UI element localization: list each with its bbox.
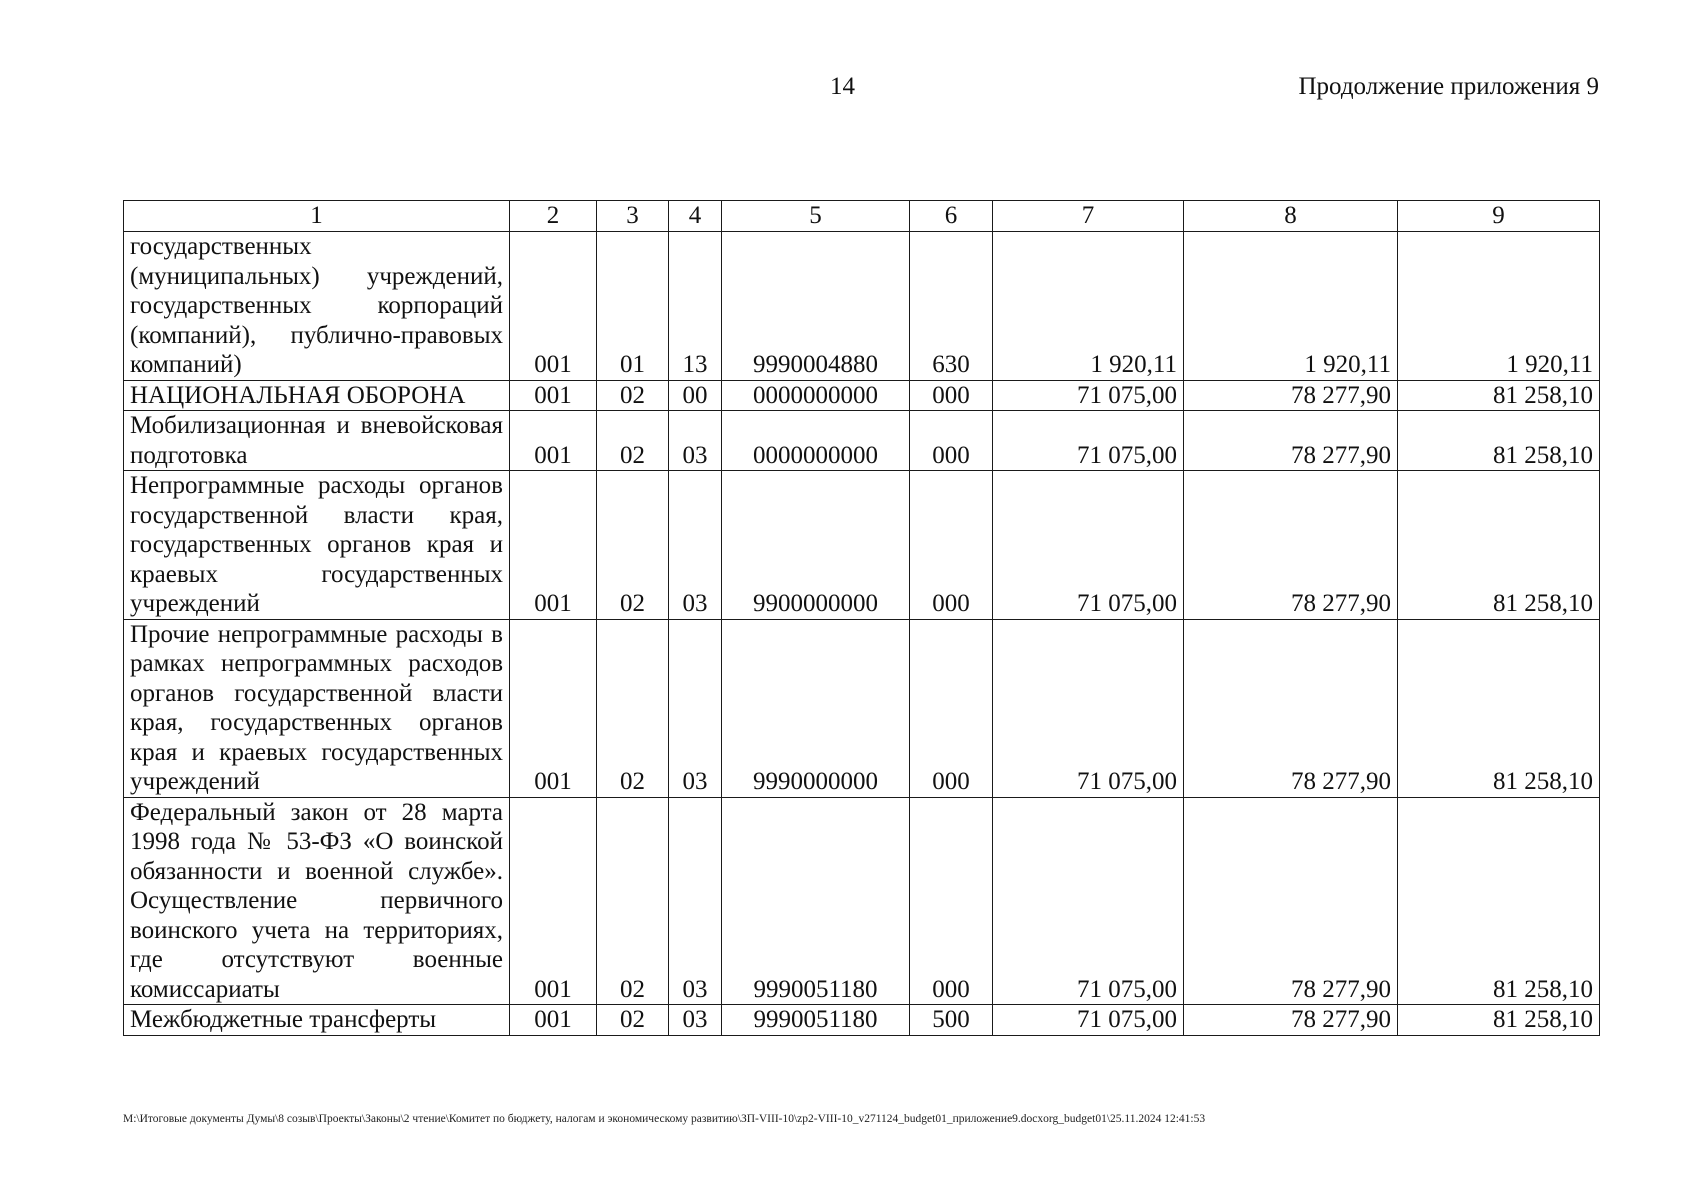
ministry-code-cell: 001: [510, 471, 597, 620]
expense-name-cell: [124, 411, 510, 471]
amount-year-3-cell: 81 258,10: [1398, 471, 1600, 620]
expense-type-cell: 630: [910, 232, 993, 381]
table-row: [124, 380, 1600, 411]
expense-name-cell: [124, 232, 510, 381]
amount-year-2-cell: 78 277,90: [1184, 380, 1398, 411]
expense-type-cell: 000: [910, 471, 993, 620]
amount-year-3-cell: 81 258,10: [1398, 619, 1600, 797]
section-code-cell: 02: [597, 1005, 669, 1036]
subsection-code-cell: 00: [669, 380, 722, 411]
amount-year-1-cell: 71 075,00: [993, 619, 1184, 797]
section-code-cell: 02: [597, 380, 669, 411]
expense-type-cell: 000: [910, 619, 993, 797]
expense-name: государственных (муниципальных) учреждений, государственных корпораций (компаний), публично-правовых компаний): [130, 233, 503, 378]
expense-name-cell: [124, 380, 510, 411]
amount-year-1-cell: 71 075,00: [993, 797, 1184, 1005]
expense-name: Непрограммные расходы органов государственной власти края, государственных органов края и краевых государственных учреждений: [130, 472, 503, 617]
target-article-cell: 9990004880: [722, 232, 910, 381]
expense-type-cell: 000: [910, 797, 993, 1005]
target-article-cell: 9990000000: [722, 619, 910, 797]
column-header: 4: [669, 201, 722, 232]
ministry-code-cell: 001: [510, 380, 597, 411]
page-number: 14: [830, 73, 855, 100]
expense-name-cell: [124, 1005, 510, 1036]
amount-year-3-cell: 1 920,11: [1398, 232, 1600, 381]
document-file-path: M:\Итоговые документы Думы\8 созыв\Проекты\Законы\2 чтение\Комитет по бюджету, налогам и экономическому развитию\ЗП-VIII-10\zp2-VIII-10_v271124_budget01_приложение9.docxorg_budget01\25.11.2024 12:41:53: [123, 1113, 1206, 1125]
amount-year-2-cell: 78 277,90: [1184, 471, 1398, 620]
amount-year-3-cell: 81 258,10: [1398, 411, 1600, 471]
section-code-cell: 01: [597, 232, 669, 381]
ministry-code-cell: 001: [510, 411, 597, 471]
subsection-code-cell: 03: [669, 619, 722, 797]
table-row: [124, 797, 1600, 1005]
expense-name-cell: [124, 471, 510, 620]
column-header: 8: [1184, 201, 1398, 232]
section-code-cell: 02: [597, 797, 669, 1005]
ministry-code-cell: 001: [510, 1005, 597, 1036]
column-header: 9: [1398, 201, 1600, 232]
table-row: [124, 411, 1600, 471]
amount-year-2-cell: 78 277,90: [1184, 1005, 1398, 1036]
expense-type-cell: 000: [910, 380, 993, 411]
amount-year-2-cell: 78 277,90: [1184, 619, 1398, 797]
target-article-cell: 9990051180: [722, 797, 910, 1005]
target-article-cell: 9900000000: [722, 471, 910, 620]
amount-year-3-cell: 81 258,10: [1398, 380, 1600, 411]
column-header: 1: [124, 201, 510, 232]
column-header: 5: [722, 201, 910, 232]
ministry-code-cell: 001: [510, 797, 597, 1005]
amount-year-1-cell: 71 075,00: [993, 1005, 1184, 1036]
table-row: [124, 619, 1600, 797]
table-row: [124, 232, 1600, 381]
expense-type-cell: 000: [910, 411, 993, 471]
target-article-cell: 0000000000: [722, 380, 910, 411]
expense-name-cell: [124, 619, 510, 797]
amount-year-1-cell: 71 075,00: [993, 471, 1184, 620]
subsection-code-cell: 03: [669, 1005, 722, 1036]
column-header: 3: [597, 201, 669, 232]
section-code-cell: 02: [597, 411, 669, 471]
amount-year-2-cell: 1 920,11: [1184, 232, 1398, 381]
subsection-code-cell: 03: [669, 797, 722, 1005]
section-code-cell: 02: [597, 471, 669, 620]
table-row: [124, 471, 1600, 620]
column-header: 7: [993, 201, 1184, 232]
amount-year-3-cell: 81 258,10: [1398, 797, 1600, 1005]
expense-name: Прочие непрограммные расходы в рамках непрограммных расходов органов государственной власти края, государственных органов края и краевых государственных учреждений: [130, 620, 503, 795]
expense-name: Мобилизационная и вневойсковая подготовка: [130, 412, 503, 469]
amount-year-2-cell: 78 277,90: [1184, 797, 1398, 1005]
ministry-code-cell: 001: [510, 232, 597, 381]
expense-type-cell: 500: [910, 1005, 993, 1036]
column-header: 6: [910, 201, 993, 232]
ministry-code-cell: 001: [510, 619, 597, 797]
amount-year-2-cell: 78 277,90: [1184, 411, 1398, 471]
table-row: [124, 1005, 1600, 1036]
subsection-code-cell: 13: [669, 232, 722, 381]
expense-name: Межбюджетные трансферты: [130, 1006, 437, 1033]
target-article-cell: 0000000000: [722, 411, 910, 471]
expense-name: НАЦИОНАЛЬНАЯ ОБОРОНА: [130, 381, 466, 409]
expense-name-cell: [124, 797, 510, 1005]
appendix-continuation-label: Продолжение приложения 9: [1298, 73, 1599, 100]
target-article-cell: 9990051180: [722, 1005, 910, 1036]
section-code-cell: 02: [597, 619, 669, 797]
amount-year-3-cell: 81 258,10: [1398, 1005, 1600, 1036]
amount-year-1-cell: 71 075,00: [993, 380, 1184, 411]
column-header: 2: [510, 201, 597, 232]
subsection-code-cell: 03: [669, 471, 722, 620]
column-number-row: [124, 201, 1600, 232]
amount-year-1-cell: 1 920,11: [993, 232, 1184, 381]
amount-year-1-cell: 71 075,00: [993, 411, 1184, 471]
budget-table: [123, 200, 1600, 1036]
subsection-code-cell: 03: [669, 411, 722, 471]
expense-name: Федеральный закон от 28 марта 1998 года № 53-ФЗ «О воинской обязанности и военной службе». Осуществление первичного воинского учета на территориях, где отсутствуют военные комиссариаты: [130, 798, 503, 1003]
